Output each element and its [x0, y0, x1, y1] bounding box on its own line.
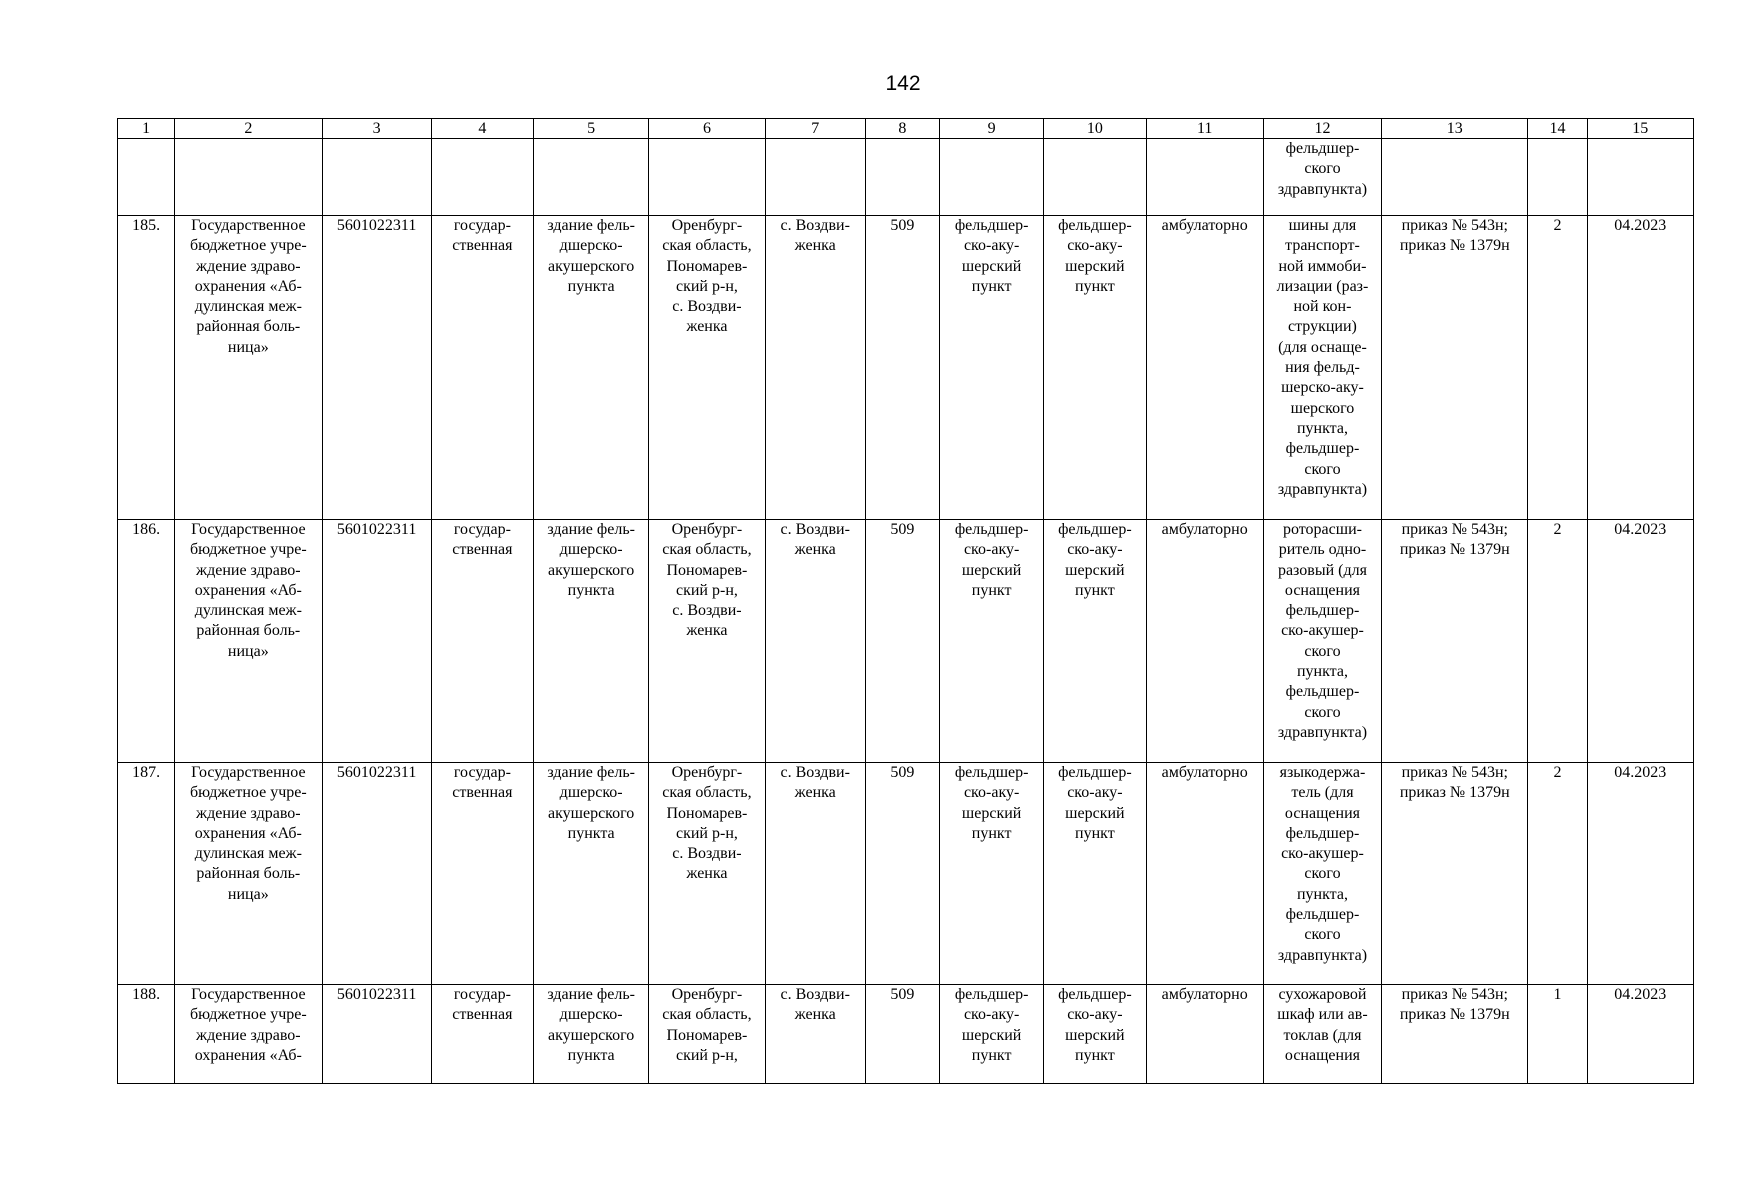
organization-cell-line: районная боль- [196, 318, 301, 336]
organization-cell-line: Государственное [191, 764, 306, 781]
equipment-cell [1263, 520, 1381, 763]
organization-cell-line: ница» [227, 338, 269, 356]
organization-cell-line: дулинская меж- [194, 602, 302, 620]
equipment-cell-line: сухожаровой [1278, 986, 1367, 1003]
address-cell-line: Пономарев- [666, 1026, 748, 1044]
unit-name-cell-line: фельдшер- [1058, 521, 1132, 538]
organization-cell-line: ждение здраво- [196, 1026, 301, 1044]
building-cell-line: здание фель- [547, 986, 635, 1003]
quantity-cell: 2 [1528, 763, 1587, 985]
equipment-cell-line: оснащения [1284, 1046, 1360, 1064]
empty-cell [1382, 139, 1528, 216]
address-cell [649, 985, 765, 1084]
organization-cell [175, 763, 322, 985]
equipment-cell-line: шкаф или ав- [1277, 1006, 1368, 1024]
equipment-cell-line: ского [1304, 865, 1341, 883]
locality-cell-line: женка [794, 237, 836, 255]
unit-name-cell-line: пункт [1075, 581, 1115, 599]
table-row [118, 216, 1694, 520]
organization-cell-line: охранения «Аб- [194, 824, 302, 842]
organization-cell-line: охранения «Аб- [194, 277, 302, 295]
equipment-cell-line: ной иммоби- [1278, 257, 1367, 275]
date-cell: 04.2023 [1587, 985, 1693, 1084]
orders-cell-line: приказ № 543н; [1401, 986, 1508, 1003]
organization-cell-line: ждение здраво- [196, 561, 301, 579]
address-cell-line: женка [686, 622, 728, 640]
locality-cell [765, 520, 865, 763]
ownership-cell [431, 520, 533, 763]
empty-cell [865, 139, 939, 216]
ownership-cell-line: государ- [453, 217, 511, 234]
ownership-cell [431, 763, 533, 985]
equipment-cell-line: оснащения [1284, 581, 1360, 599]
address-cell [649, 763, 765, 985]
address-cell-line: ская область, [662, 541, 752, 559]
equipment-cell-line: разовый (для [1277, 561, 1367, 579]
page-number: 142 [885, 72, 921, 95]
unit-type-cell-line: фельдшер- [954, 986, 1029, 1003]
unit-name-cell-line: шерский [1065, 1026, 1125, 1044]
unit-type-cell-line: ско-аку- [963, 237, 1020, 255]
column-number-6: 6 [649, 119, 765, 139]
unit-type-cell-line: ско-аку- [963, 1006, 1020, 1024]
unit-name-cell-line: шерский [1065, 561, 1125, 579]
building-cell-line: пункта [567, 277, 615, 295]
equipment-cell-line: оснащения [1284, 804, 1360, 822]
address-cell-line: Оренбург- [671, 217, 743, 234]
inn-cell: 5601022311 [322, 520, 431, 763]
empty-cell [118, 139, 175, 216]
code-cell: 509 [865, 520, 939, 763]
unit-type-cell-line: шерский [961, 561, 1022, 579]
organization-cell [175, 985, 322, 1084]
equipment-cell-line: ского [1304, 703, 1341, 721]
equipment-cell-line: фельдшер- [1285, 440, 1360, 458]
empty-cell [534, 139, 649, 216]
equipment-cell-line: ной кон- [1293, 298, 1352, 316]
building-cell-line: акушерского [548, 561, 635, 579]
column-number-7: 7 [765, 119, 865, 139]
locality-cell-line: с. Воздви- [780, 217, 850, 234]
unit-name-cell-line: ско-аку- [1067, 541, 1123, 559]
orders-cell-line: приказ № 543н; [1401, 521, 1508, 538]
address-cell-line: ский р-н, [675, 824, 738, 842]
address-cell-line: ская область, [662, 237, 752, 255]
unit-type-cell [940, 763, 1044, 985]
address-cell-line: женка [686, 865, 728, 883]
locality-cell-line: женка [794, 1006, 836, 1024]
building-cell-line: акушерского [548, 257, 635, 275]
unit-type-cell-line: пункт [971, 277, 1012, 295]
equipment-cell-line: транспорт- [1285, 237, 1360, 255]
ownership-cell-line: ственная [452, 541, 513, 559]
unit-name-cell-line: пункт [1075, 824, 1115, 842]
equipment-cell-line: здравпункта) [1277, 480, 1368, 498]
building-cell [534, 985, 649, 1084]
organization-cell [175, 216, 322, 520]
equipment-cell-line: ского [1304, 642, 1341, 660]
organization-cell-line: дулинская меж- [194, 298, 302, 316]
unit-name-cell-line: шерский [1065, 804, 1125, 822]
empty-cell [765, 139, 865, 216]
organization-cell-line: охранения «Аб- [194, 581, 302, 599]
organization-cell-line: дулинская меж- [194, 845, 302, 863]
column-number-5: 5 [534, 119, 649, 139]
empty-cell [940, 139, 1044, 216]
ownership-cell [431, 985, 533, 1084]
empty-cell [649, 139, 765, 216]
inn-cell: 5601022311 [322, 763, 431, 985]
unit-name-cell [1044, 216, 1146, 520]
unit-type-cell-line: фельдшер- [954, 521, 1029, 538]
building-cell-line: пункта [567, 581, 615, 599]
equipment-cell-line: ского [1304, 460, 1341, 478]
unit-type-cell-line: пункт [971, 824, 1012, 842]
orders-cell-line: приказ № 1379н [1399, 237, 1510, 255]
equipment-cell-line: здравпункта) [1277, 946, 1368, 964]
organization-cell-line: бюджетное учре- [189, 541, 307, 559]
building-cell-line: здание фель- [547, 217, 635, 234]
orders-cell [1382, 985, 1528, 1084]
unit-name-cell [1044, 985, 1146, 1084]
column-number-15: 15 [1587, 119, 1693, 139]
locality-cell-line: с. Воздви- [780, 986, 850, 1003]
building-cell-line: пункта [567, 824, 615, 842]
date-cell: 04.2023 [1587, 216, 1693, 520]
ownership-cell-line: государ- [453, 764, 511, 781]
equipment-cell-line: роторасши- [1282, 521, 1362, 538]
equipment-cell-line: фельдшер- [1285, 683, 1360, 701]
orders-cell-line: приказ № 1379н [1399, 541, 1510, 559]
address-cell [649, 216, 765, 520]
table-row [118, 985, 1694, 1084]
empty-cell [322, 139, 431, 216]
address-cell-line: ская область, [662, 784, 752, 802]
unit-type-cell-line: пункт [971, 1046, 1012, 1064]
orders-cell-line: приказ № 1379н [1399, 1006, 1510, 1024]
column-number-11: 11 [1146, 119, 1263, 139]
equipment-cell-line: шины для [1288, 217, 1357, 234]
locality-cell-line: женка [794, 784, 836, 802]
equipment-cell-line: фельдшер- [1285, 602, 1360, 620]
table-row [118, 520, 1694, 763]
unit-name-cell-line: ско-аку- [1067, 237, 1123, 255]
date-cell: 04.2023 [1587, 763, 1693, 985]
care-form-cell: амбулаторно [1146, 216, 1263, 520]
organization-cell-line: бюджетное учре- [189, 237, 307, 255]
orders-cell-line: приказ № 543н; [1401, 764, 1508, 781]
equipment-cell-line: фельдшер- [1285, 906, 1360, 924]
orders-cell [1382, 763, 1528, 985]
equipment-cell-line: струкции) [1288, 318, 1357, 336]
equipment-cell-line: ского [1304, 926, 1341, 944]
address-cell-line: с. Воздви- [672, 602, 742, 620]
column-number-12: 12 [1263, 119, 1381, 139]
unit-type-cell [940, 216, 1044, 520]
empty-cell [1146, 139, 1263, 216]
ownership-cell-line: ственная [452, 784, 513, 802]
equipment-cell-line: фельдшер- [1285, 824, 1360, 842]
empty-cell [175, 139, 322, 216]
address-cell-line: Оренбург- [671, 986, 743, 1003]
unit-name-cell-line: шерский [1065, 257, 1125, 275]
building-cell [534, 520, 649, 763]
building-cell-line: дшерско- [559, 237, 623, 255]
column-number-9: 9 [940, 119, 1044, 139]
locality-cell [765, 763, 865, 985]
inn-cell: 5601022311 [322, 985, 431, 1084]
equipment-cell-line: пункта, [1296, 419, 1348, 437]
care-form-cell: амбулаторно [1146, 763, 1263, 985]
unit-name-cell [1044, 520, 1146, 763]
ownership-cell-line: государ- [453, 986, 511, 1003]
building-cell [534, 216, 649, 520]
column-number-2: 2 [175, 119, 322, 139]
date-cell: 04.2023 [1587, 520, 1693, 763]
equipment-cell [1263, 139, 1381, 216]
row-number-cell: 186. [118, 520, 175, 763]
equipment-cell [1263, 763, 1381, 985]
address-cell-line: Оренбург- [671, 764, 743, 781]
building-cell [534, 763, 649, 985]
empty-cell [431, 139, 533, 216]
organization-cell-line: ждение здраво- [196, 804, 301, 822]
equipment-cell-line: здравпункта) [1277, 180, 1368, 198]
column-number-4: 4 [431, 119, 533, 139]
equipment-cell-line: ния фельд- [1285, 359, 1360, 377]
ownership-cell-line: государ- [453, 521, 511, 538]
equipment-cell-line: шерско-аку- [1281, 379, 1364, 397]
address-cell-line: ский р-н, [675, 277, 738, 295]
unit-type-cell-line: фельдшер- [954, 217, 1029, 234]
code-cell: 509 [865, 763, 939, 985]
equipment-cell-line: ско-акушер- [1281, 845, 1364, 863]
ownership-cell [431, 216, 533, 520]
code-cell: 509 [865, 985, 939, 1084]
unit-type-cell-line: пункт [971, 581, 1012, 599]
building-cell-line: пункта [567, 1046, 615, 1064]
inn-cell: 5601022311 [322, 216, 431, 520]
organization-cell-line: бюджетное учре- [189, 784, 307, 802]
column-number-10: 10 [1044, 119, 1146, 139]
continuation-row [118, 139, 1694, 216]
equipment-cell-line: тель (для [1291, 784, 1354, 802]
address-cell-line: Пономарев- [666, 561, 748, 579]
organization-cell-line: ница» [227, 885, 269, 903]
unit-name-cell-line: пункт [1075, 277, 1115, 295]
building-cell-line: здание фель- [547, 764, 635, 781]
equipment-cell [1263, 985, 1381, 1084]
organization-cell-line: бюджетное учре- [189, 1006, 307, 1024]
empty-cell [1044, 139, 1146, 216]
equipment-cell-line: пункта, [1296, 885, 1348, 903]
unit-name-cell-line: пункт [1075, 1046, 1115, 1064]
ownership-cell-line: ственная [452, 237, 513, 255]
address-cell-line: женка [686, 318, 728, 336]
column-number-8: 8 [865, 119, 939, 139]
address-cell [649, 520, 765, 763]
quantity-cell: 1 [1528, 985, 1587, 1084]
table-row [118, 763, 1694, 985]
locality-cell [765, 985, 865, 1084]
column-number-13: 13 [1382, 119, 1528, 139]
locality-cell-line: с. Воздви- [780, 764, 850, 781]
locality-cell [765, 216, 865, 520]
unit-name-cell-line: ско-аку- [1067, 1006, 1123, 1024]
unit-name-cell-line: фельдшер- [1058, 986, 1132, 1003]
row-number-cell: 187. [118, 763, 175, 985]
empty-cell [1528, 139, 1587, 216]
equipment-cell-line: токлав (для [1283, 1026, 1362, 1044]
unit-type-cell-line: шерский [961, 804, 1022, 822]
organization-cell-line: ница» [227, 642, 269, 660]
address-cell-line: с. Воздви- [672, 845, 742, 863]
empty-cell [1587, 139, 1693, 216]
equipment-cell-line: (для оснаще- [1278, 338, 1367, 356]
unit-type-cell-line: шерский [961, 257, 1022, 275]
equipment-cell-line: ритель одно- [1278, 541, 1367, 559]
building-cell-line: акушерского [548, 804, 635, 822]
address-cell-line: ский р-н, [675, 1046, 738, 1064]
column-number-1: 1 [118, 119, 175, 139]
equipment-cell-line: пункта, [1296, 663, 1348, 681]
equipment-cell-line: языкодержа- [1279, 764, 1366, 781]
equipment-cell-line: шерского [1290, 399, 1355, 417]
locality-cell-line: женка [794, 541, 836, 559]
orders-cell [1382, 216, 1528, 520]
equipment-cell-line: ского [1304, 160, 1341, 178]
address-cell-line: Пономарев- [666, 257, 748, 275]
unit-name-cell [1044, 763, 1146, 985]
quantity-cell: 2 [1528, 216, 1587, 520]
building-cell-line: дшерско- [559, 784, 623, 802]
unit-type-cell-line: фельдшер- [954, 764, 1029, 781]
address-cell-line: ская область, [662, 1006, 752, 1024]
register-table [117, 118, 1694, 1084]
equipment-cell-line: ско-акушер- [1281, 622, 1364, 640]
building-cell-line: дшерско- [559, 1006, 623, 1024]
address-cell-line: с. Воздви- [672, 298, 742, 316]
equipment-cell-line: лизации (раз- [1276, 277, 1369, 295]
unit-type-cell [940, 985, 1044, 1084]
organization-cell-line: районная боль- [196, 865, 301, 883]
address-cell-line: Пономарев- [666, 804, 748, 822]
column-number-row [118, 119, 1694, 139]
column-number-14: 14 [1528, 119, 1587, 139]
care-form-cell: амбулаторно [1146, 985, 1263, 1084]
organization-cell-line: районная боль- [196, 622, 301, 640]
care-form-cell: амбулаторно [1146, 520, 1263, 763]
unit-type-cell [940, 520, 1044, 763]
organization-cell-line: Государственное [191, 521, 306, 538]
ownership-cell-line: ственная [452, 1006, 513, 1024]
code-cell: 509 [865, 216, 939, 520]
equipment-cell-line: здравпункта) [1277, 723, 1368, 741]
equipment-cell-line: фельдшер- [1285, 140, 1360, 157]
unit-type-cell-line: ско-аку- [963, 541, 1020, 559]
organization-cell-line: Государственное [191, 217, 306, 234]
orders-cell [1382, 520, 1528, 763]
row-number-cell: 188. [118, 985, 175, 1084]
organization-cell-line: ждение здраво- [196, 257, 301, 275]
locality-cell-line: с. Воздви- [780, 521, 850, 538]
organization-cell-line: охранения «Аб- [194, 1046, 302, 1064]
orders-cell-line: приказ № 1379н [1399, 784, 1510, 802]
address-cell-line: ский р-н, [675, 581, 738, 599]
row-number-cell: 185. [118, 216, 175, 520]
column-number-3: 3 [322, 119, 431, 139]
unit-name-cell-line: фельдшер- [1058, 217, 1132, 234]
address-cell-line: Оренбург- [671, 521, 743, 538]
organization-cell [175, 520, 322, 763]
orders-cell-line: приказ № 543н; [1401, 217, 1508, 234]
building-cell-line: дшерско- [559, 541, 623, 559]
unit-name-cell-line: фельдшер- [1058, 764, 1132, 781]
unit-type-cell-line: ско-аку- [963, 784, 1020, 802]
equipment-cell [1263, 216, 1381, 520]
building-cell-line: акушерского [548, 1026, 635, 1044]
unit-name-cell-line: ско-аку- [1067, 784, 1123, 802]
building-cell-line: здание фель- [547, 521, 635, 538]
quantity-cell: 2 [1528, 520, 1587, 763]
organization-cell-line: Государственное [191, 986, 306, 1003]
unit-type-cell-line: шерский [961, 1026, 1022, 1044]
